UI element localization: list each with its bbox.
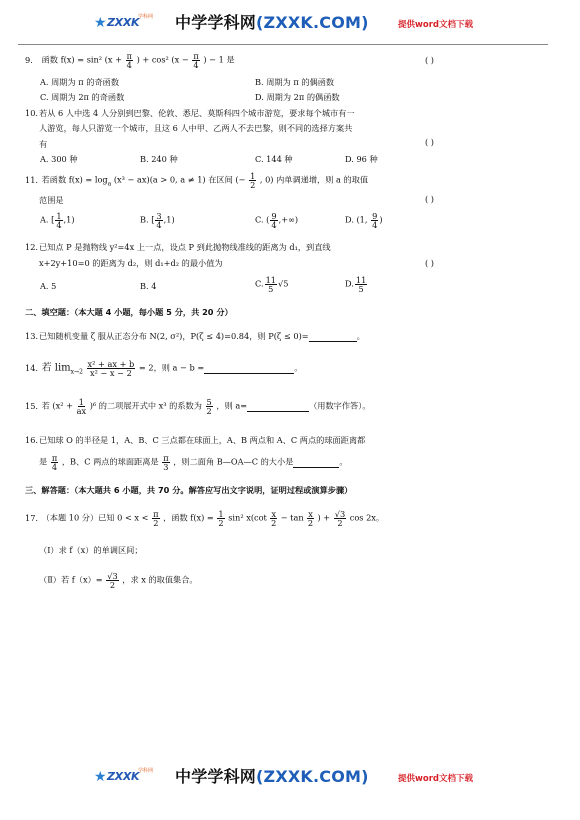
question-15 [25, 398, 371, 415]
logo-wordmark: ZXXK [107, 16, 140, 29]
fraction [206, 398, 213, 415]
question-12-line2: x+2y+10=0 的距离为 d₂，则 d₁+d₂ 的最小值为 [39, 258, 223, 268]
numerator: π [193, 51, 199, 61]
fraction [152, 510, 159, 527]
fraction [77, 398, 87, 415]
option-c [255, 276, 288, 293]
q11-stem-part: , 0) 内单调递增，则 a 的取值 [259, 174, 369, 185]
site-title-cn: 中学学科网 [175, 13, 257, 32]
question-16-line2 [39, 454, 348, 471]
question-number: 14. [25, 362, 39, 373]
numerator: 1 [250, 171, 256, 181]
question-number: 17. [25, 512, 39, 523]
numerator: 9 [372, 211, 378, 221]
denominator: 2 [307, 518, 314, 529]
denominator: 2 [153, 518, 159, 529]
q17-text: sin² x(cot [228, 512, 267, 523]
q16-text: 已知球 O 的半径是 1，A、B、C 三点都在球面上，A、B 两点和 A、C 两点的球面距离都 [39, 435, 366, 445]
page-footer [0, 760, 580, 800]
option-c [255, 212, 298, 229]
denominator: 4 [126, 60, 132, 71]
question-11-stem [25, 172, 368, 189]
q17-text: （本题 10 分）已知 0 < x < [41, 512, 149, 523]
denominator: 4 [56, 220, 62, 231]
question-number: 11. [25, 174, 39, 185]
option-d [345, 212, 383, 229]
fraction [371, 212, 378, 229]
numerator: π [153, 509, 159, 519]
option-text: √5 [278, 278, 289, 289]
fraction [155, 212, 162, 229]
header-divider [18, 44, 548, 45]
answer-paren: ( ) [425, 137, 434, 147]
denominator: 2 [109, 580, 116, 591]
numerator: 5 [206, 397, 212, 407]
q17-part2-text: （Ⅱ）若 f（x）= [39, 574, 103, 585]
denominator: 5 [358, 284, 364, 295]
section-heading-solutions: 三、解答题：（本大题共 6 小题，共 70 分。解答应写出文字说明，证明过程或演算步骤） [25, 485, 353, 495]
fraction [106, 572, 118, 589]
question-12-line1 [25, 243, 331, 252]
limit-subscript: x→2 [70, 368, 83, 376]
q16-text: ，B、C 两点的球面距离是 [61, 456, 159, 467]
fraction [355, 276, 367, 293]
q11-stem-part: (x³ − ax)(a > 0, a ≠ 1) 在区间 (− [113, 174, 246, 185]
option-b: B. 周期为 π 的偶函数 [255, 77, 335, 87]
fraction [270, 212, 277, 229]
fraction [55, 212, 62, 229]
option-label: D. (1, [345, 214, 371, 225]
denominator: 4 [51, 462, 58, 473]
question-14 [25, 360, 302, 377]
q13-text: 已知随机变量 ζ 服从正态分布 N(2, σ²)，P(ζ ≤ 4)=0.84，则 P(ζ ≤ 0)= [39, 331, 309, 341]
q15-end: （用数字作答）。 [309, 400, 371, 411]
denominator: 4 [156, 220, 162, 231]
q14-end: 。 [294, 362, 303, 373]
q16-end: 。 [339, 456, 348, 467]
option-d [345, 276, 368, 293]
numerator: 3 [156, 211, 162, 221]
question-number: 15. [25, 400, 39, 411]
q17-text: − tan [280, 512, 304, 523]
q17-text: ) + [317, 512, 331, 523]
q9-stem-part: ) + cos² (x − [136, 54, 189, 65]
question-10-line1 [25, 109, 355, 118]
question-17 [25, 510, 384, 527]
denominator: 4 [271, 220, 277, 231]
q11-stem-part: 若函数 f(x) = log [41, 174, 108, 185]
fraction [217, 510, 224, 527]
q17-text: ，函数 f(x) = [163, 512, 214, 523]
numerator: π [163, 453, 169, 463]
question-number: 9. [25, 54, 33, 65]
download-link[interactable]: 提供word文档下载 [398, 20, 473, 30]
site-title-en: (ZXXK.COM) [256, 767, 369, 786]
question-number: 10. [25, 108, 39, 118]
site-title[interactable] [175, 768, 369, 786]
q15-text: )⁶ 的二项展开式中 x³ 的系数为 [89, 400, 202, 411]
option-text: ,1) [163, 214, 175, 225]
numerator: √3 [334, 509, 346, 519]
fraction [192, 52, 199, 69]
q16-text: 是 [39, 456, 48, 467]
option-b [140, 212, 175, 229]
numerator: 1 [78, 397, 84, 407]
answer-paren: ( ) [425, 55, 434, 65]
fraction [51, 454, 58, 471]
logo-small-text: 学科网 [138, 768, 154, 774]
question-10-line3: 有 [39, 139, 48, 149]
q17-part2-text: ，求 x 的取值集合。 [122, 574, 198, 585]
numerator: x² + ax + b [87, 359, 135, 369]
denominator: 2 [337, 518, 343, 529]
denominator: ax [76, 406, 87, 417]
option-text: ,+∞) [278, 214, 299, 225]
question-16-line1 [25, 436, 365, 445]
site-title-cn: 中学学科网 [175, 767, 257, 786]
option-c: C. 周期为 2π 的奇函数 [40, 92, 125, 102]
option-a: A. 周期为 π 的奇函数 [40, 77, 120, 87]
q10-text: 若从 6 人中选 4 人分别到巴黎、伦敦、悉尼、莫斯科四个城市游览，要求每个城市有一 [39, 108, 355, 118]
numerator: 9 [271, 211, 277, 221]
site-logo[interactable] [94, 768, 158, 792]
question-number: 16. [25, 435, 39, 445]
option-a: A. 5 [40, 281, 57, 291]
q9-stem-part: 函数 f(x) = sin² (x + [41, 54, 122, 65]
fraction [307, 510, 314, 527]
option-a: A. 300 种 [40, 154, 78, 164]
answer-paren: ( ) [425, 258, 434, 268]
page-header [0, 6, 580, 46]
site-title-en: (ZXXK.COM) [256, 13, 369, 32]
question-17-part2 [39, 572, 198, 589]
denominator: 3 [163, 462, 169, 473]
q14-text: = 2，则 a − b = [138, 362, 205, 373]
answer-blank[interactable] [247, 402, 309, 412]
question-13 [25, 332, 365, 342]
question-number: 12. [25, 242, 39, 252]
download-link[interactable]: 提供word文档下载 [398, 774, 473, 784]
option-label: C. ( [255, 214, 270, 225]
fraction [249, 172, 256, 189]
denominator: 2 [206, 406, 212, 417]
option-d: D. 96 种 [345, 154, 378, 164]
fraction [270, 510, 277, 527]
question-10-line2: 人游览，每人只游览一个城市，且这 6 人中甲、乙两人不去巴黎，则不同的选择方案共 [39, 123, 353, 133]
question-17-part1: （Ⅰ）求 f（x）的单调区间； [39, 545, 143, 555]
answer-blank[interactable] [309, 332, 357, 342]
option-d: D. 周期为 2π 的偶函数 [255, 92, 340, 102]
q9-stem-part: ) − 1 是 [203, 54, 235, 65]
fraction [87, 360, 136, 377]
logo-star-icon: ★ [94, 15, 107, 31]
limit-symbol: 若 lim [41, 362, 71, 374]
option-label: D. [345, 278, 354, 289]
option-label: B. [ [140, 214, 155, 225]
numerator: x [271, 509, 277, 519]
numerator: 11 [355, 275, 367, 285]
numerator: √3 [107, 571, 118, 581]
fraction [265, 276, 277, 293]
answer-blank[interactable] [204, 364, 294, 374]
numerator: π [51, 453, 58, 463]
q15-text: 若 (x² + [41, 400, 73, 411]
q17-text: cos 2x。 [349, 512, 385, 523]
option-b: B. 4 [140, 281, 157, 291]
option-c: C. 144 种 [255, 154, 293, 164]
option-text: ,1) [63, 214, 75, 225]
fraction [334, 510, 346, 527]
logo-small-text: 学科网 [138, 14, 154, 20]
denominator: 2 [250, 180, 256, 191]
fraction [162, 454, 169, 471]
option-label: A. [ [40, 214, 55, 225]
question-9-stem [25, 52, 235, 69]
question-number: 13. [25, 331, 39, 341]
denominator: 4 [193, 60, 199, 71]
option-b: B. 240 种 [140, 154, 178, 164]
option-a [40, 212, 75, 229]
logo-wordmark: ZXXK [107, 770, 140, 783]
numerator: 1 [218, 509, 224, 519]
site-title[interactable] [175, 14, 369, 32]
denominator: 2 [271, 518, 277, 529]
numerator: 1 [56, 211, 62, 221]
site-logo[interactable] [94, 14, 158, 38]
q15-text: ，则 a= [216, 400, 248, 411]
denominator: 5 [268, 284, 274, 295]
fraction [126, 52, 133, 69]
numerator: π [126, 51, 132, 61]
answer-blank[interactable] [293, 458, 339, 468]
question-11-line2: 范围是 [39, 195, 64, 205]
answer-paren: ( ) [425, 194, 434, 204]
denominator: x² − x − 2 [89, 368, 132, 379]
numerator: x [308, 509, 313, 519]
logo-star-icon: ★ [94, 769, 107, 785]
log-base: a [107, 180, 112, 188]
option-label: C. [255, 278, 264, 289]
denominator: 4 [372, 220, 378, 231]
numerator: 11 [265, 275, 276, 285]
option-text: ) [379, 214, 383, 225]
denominator: 2 [218, 518, 224, 529]
section-heading-fill-in: 二、填空题：（本大题 4 小题，每小题 5 分，共 20 分） [25, 307, 233, 317]
q13-end: 。 [356, 331, 365, 341]
q16-text: ，则二面角 B—OA—C 的大小是 [173, 456, 294, 467]
q12-text: 已知点 P 是抛物线 y²=4x 上一点，设点 P 到此抛物线准线的距离为 d₁，到直线 [39, 242, 331, 252]
